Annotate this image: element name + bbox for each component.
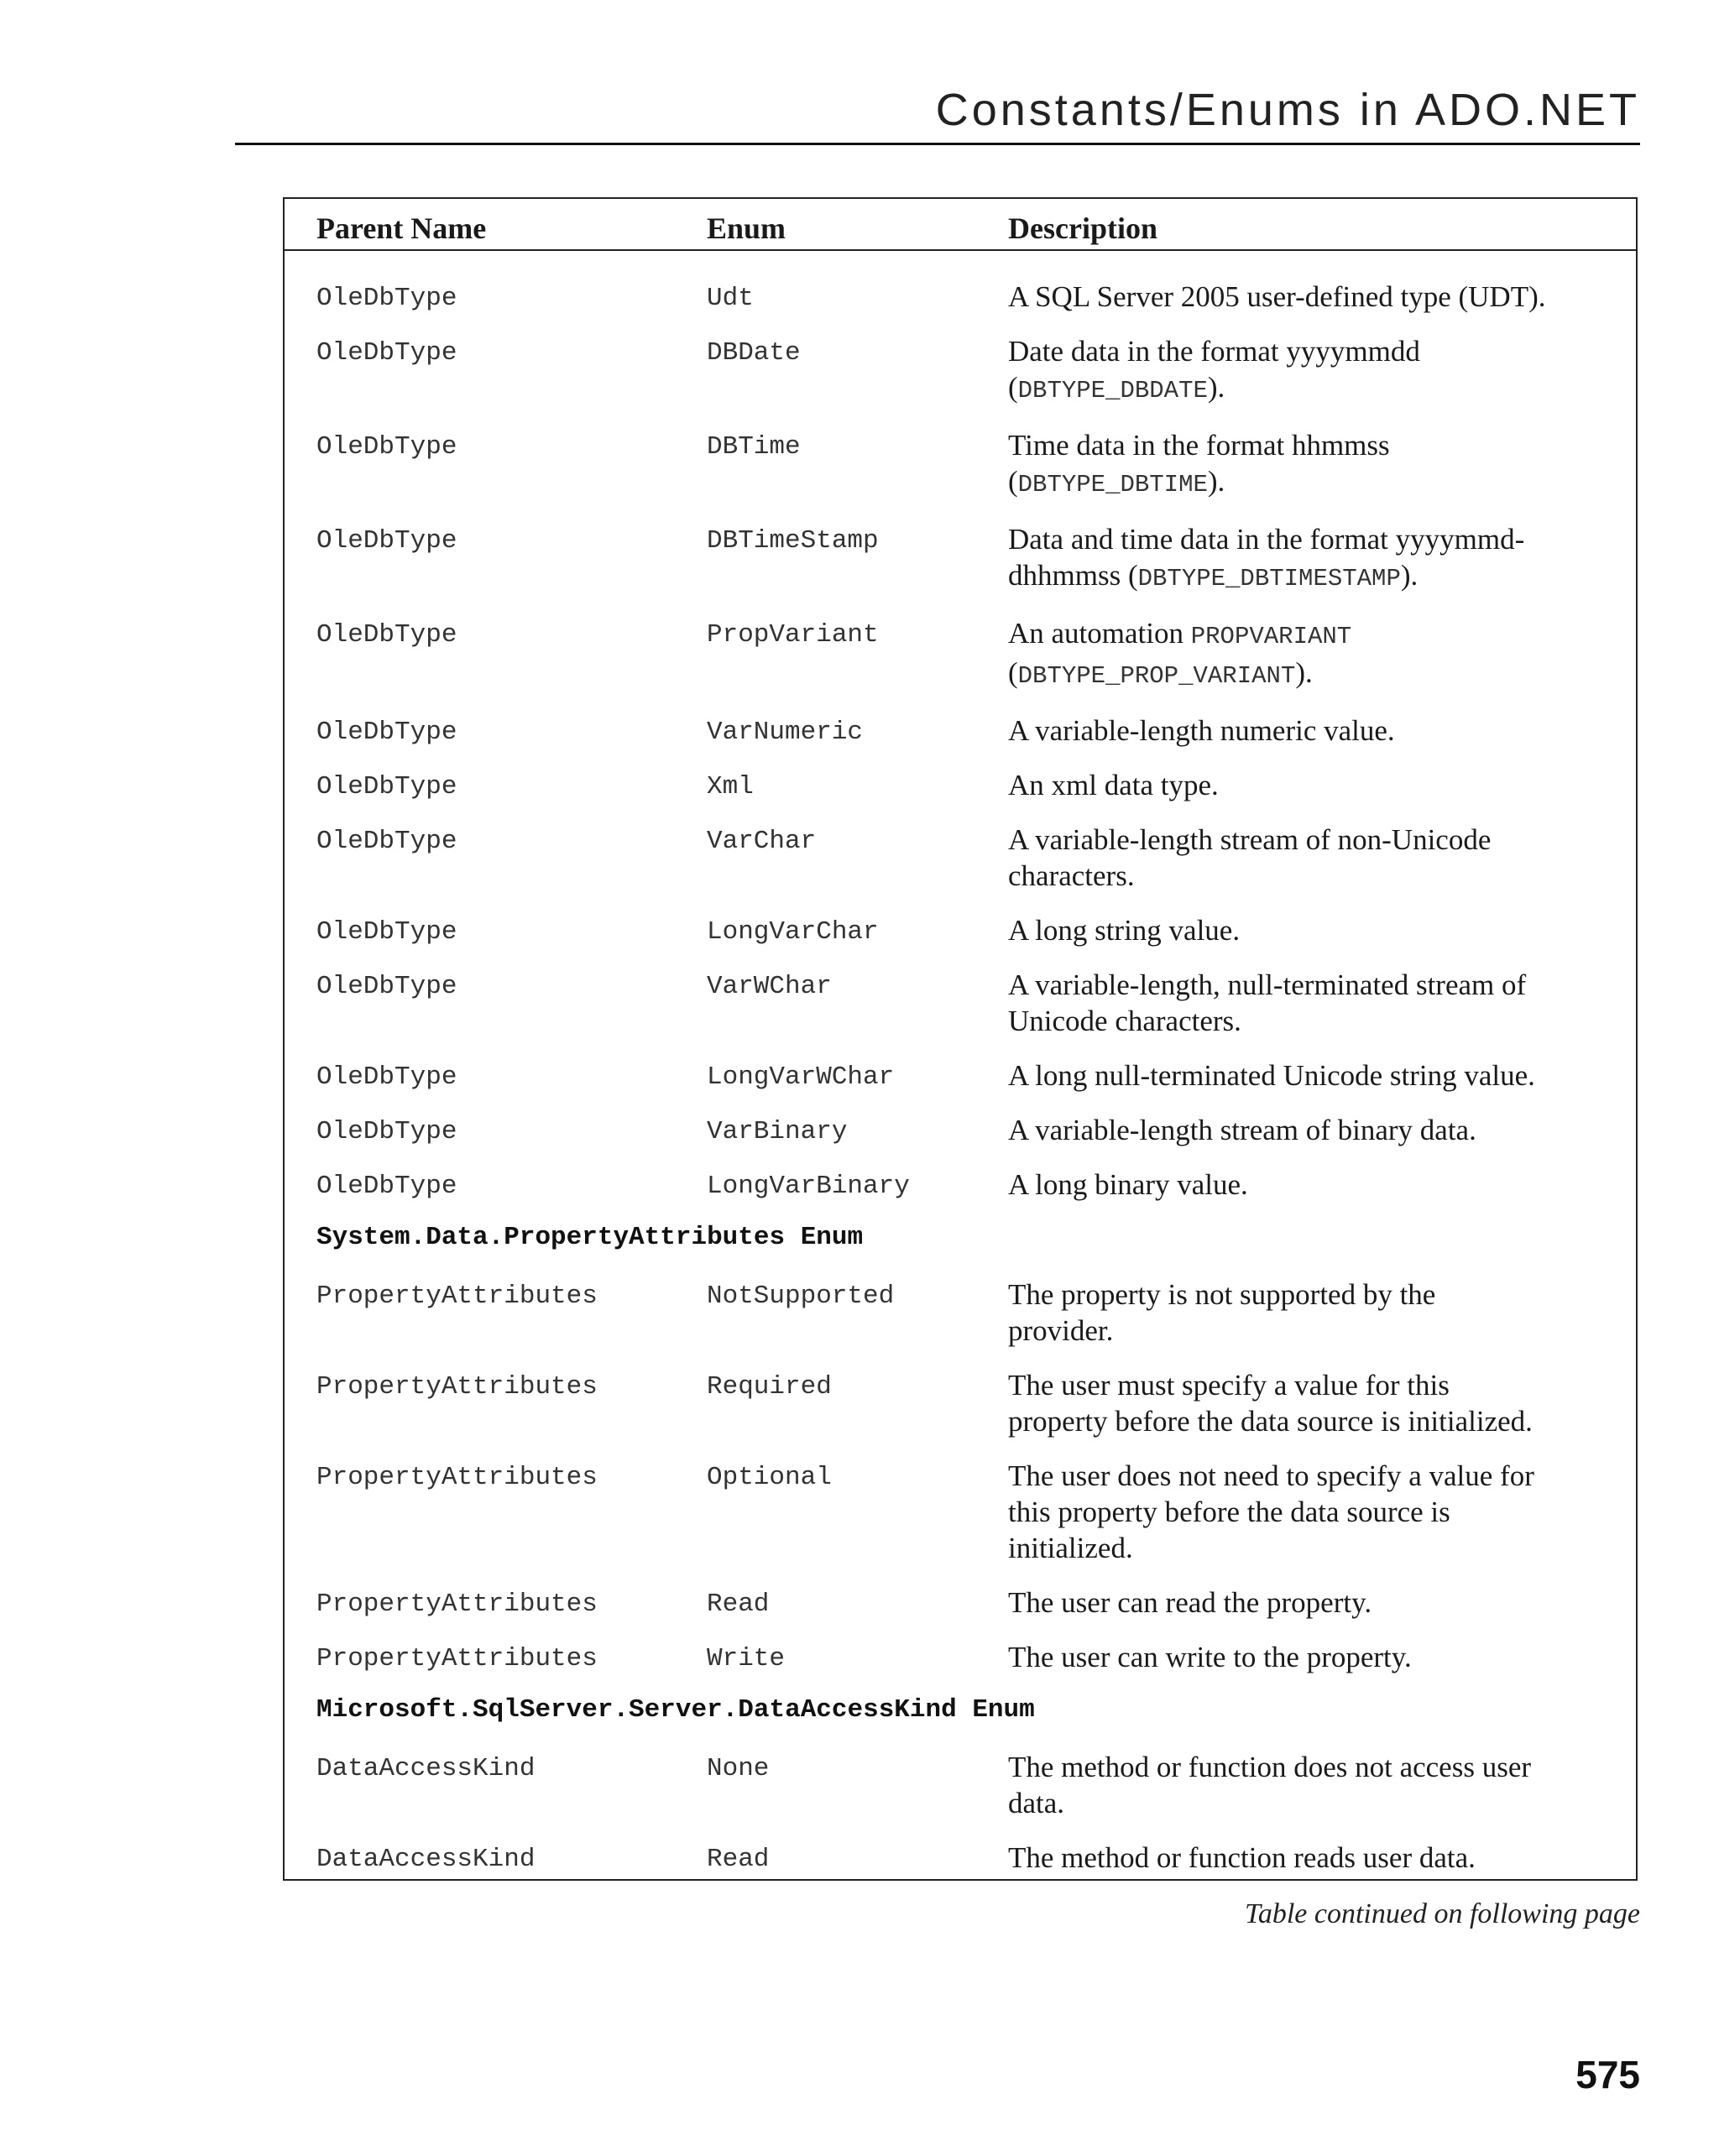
description-text: A variable-length stream of binary data. bbox=[1008, 1114, 1476, 1146]
parent-name-cell: OleDbType bbox=[316, 772, 457, 801]
description-cell bbox=[1008, 1057, 1612, 1094]
description-text: ). bbox=[1207, 371, 1225, 404]
description-text: property before the data source is initialized. bbox=[1008, 1405, 1533, 1438]
enum-cell: Optional bbox=[707, 1463, 832, 1492]
description-text: ( bbox=[1008, 465, 1018, 498]
enum-cell: NotSupported bbox=[707, 1282, 895, 1311]
description-code: DBTYPE_DBTIME bbox=[1017, 471, 1208, 499]
enum-cell: DBDate bbox=[707, 338, 801, 368]
enum-table bbox=[283, 197, 1638, 1881]
table-row bbox=[285, 1639, 1636, 1694]
description-cell bbox=[1008, 1112, 1612, 1148]
description-text: characters. bbox=[1008, 859, 1135, 892]
description-text: The method or function does not access user bbox=[1008, 1751, 1532, 1783]
description-cell bbox=[1008, 912, 1612, 948]
parent-name-cell: OleDbType bbox=[316, 972, 457, 1001]
table-row bbox=[285, 822, 1636, 912]
enum-cell: VarChar bbox=[707, 827, 817, 856]
parent-name-cell: PropertyAttributes bbox=[316, 1282, 598, 1311]
enum-cell: Required bbox=[707, 1372, 832, 1402]
description-text: provider. bbox=[1008, 1314, 1114, 1347]
column-header-enum: Enum bbox=[707, 211, 786, 245]
description-code: PROPVARIANT bbox=[1190, 623, 1352, 650]
enum-cell: LongVarChar bbox=[707, 917, 879, 947]
description-text: ). bbox=[1207, 465, 1225, 498]
description-cell bbox=[1008, 822, 1612, 894]
enum-cell: VarBinary bbox=[707, 1117, 848, 1146]
parent-name-cell: OleDbType bbox=[316, 338, 457, 368]
description-cell bbox=[1008, 1584, 1612, 1621]
description-text: A variable-length numeric value. bbox=[1008, 714, 1395, 747]
description-text: An xml data type. bbox=[1008, 769, 1219, 801]
table-row bbox=[285, 967, 1636, 1057]
table-row bbox=[285, 279, 1636, 333]
description-text: A long string value. bbox=[1008, 914, 1241, 947]
parent-name-cell: DataAccessKind bbox=[316, 1845, 536, 1874]
table-row bbox=[285, 1584, 1636, 1639]
description-text: ). bbox=[1400, 559, 1419, 592]
description-text: The property is not supported by the bbox=[1008, 1278, 1436, 1311]
enum-cell: PropVariant bbox=[707, 620, 879, 650]
description-cell bbox=[1008, 967, 1612, 1039]
description-text: A long null-terminated Unicode string value. bbox=[1008, 1059, 1535, 1092]
enum-cell: DBTimeStamp bbox=[707, 526, 879, 556]
parent-name-cell: OleDbType bbox=[316, 1117, 457, 1146]
description-text: The user does not need to specify a value for bbox=[1008, 1459, 1534, 1492]
description-cell bbox=[1008, 333, 1612, 409]
description-text: ). bbox=[1295, 656, 1313, 689]
parent-name-cell: OleDbType bbox=[316, 284, 457, 313]
description-cell bbox=[1008, 713, 1612, 749]
description-text: The user can write to the property. bbox=[1008, 1641, 1412, 1673]
description-text: initialized. bbox=[1008, 1532, 1133, 1564]
description-text: A variable-length, null-terminated stream of bbox=[1008, 968, 1527, 1001]
enum-cell: VarNumeric bbox=[707, 718, 864, 747]
description-text: Data and time data in the format yyyymmd- bbox=[1008, 523, 1525, 556]
section-title: System.Data.PropertyAttributes Enum bbox=[316, 1223, 864, 1252]
description-code: DBTYPE_DBTIMESTAMP bbox=[1137, 565, 1401, 593]
description-text: The user must specify a value for this bbox=[1008, 1369, 1450, 1402]
description-cell bbox=[1008, 1639, 1612, 1675]
enum-cell: DBTime bbox=[707, 432, 801, 462]
section-row bbox=[285, 1221, 1636, 1276]
column-header-parent-name: Parent Name bbox=[316, 211, 487, 245]
description-text: ( bbox=[1008, 371, 1018, 404]
table-row bbox=[285, 1749, 1636, 1840]
description-text: The user can read the property. bbox=[1008, 1586, 1372, 1619]
table-row bbox=[285, 1276, 1636, 1367]
table-row bbox=[285, 333, 1636, 427]
description-text: An automation bbox=[1008, 617, 1191, 650]
enum-cell: Udt bbox=[707, 284, 754, 313]
description-cell bbox=[1008, 427, 1612, 503]
section-title: Microsoft.SqlServer.Server.DataAccessKind Enum bbox=[316, 1695, 1035, 1725]
parent-name-cell: DataAccessKind bbox=[316, 1754, 536, 1783]
description-cell bbox=[1008, 615, 1612, 694]
description-text: A long binary value. bbox=[1008, 1168, 1248, 1201]
description-code: DBTYPE_PROP_VARIANT bbox=[1017, 662, 1296, 690]
enum-cell: None bbox=[707, 1754, 770, 1783]
header-rule bbox=[235, 143, 1640, 145]
parent-name-cell: OleDbType bbox=[316, 432, 457, 462]
description-text: data. bbox=[1008, 1787, 1065, 1819]
table-row bbox=[285, 1112, 1636, 1167]
table-row bbox=[285, 1367, 1636, 1458]
enum-cell: Xml bbox=[707, 772, 754, 801]
description-text: Date data in the format yyyymmdd bbox=[1008, 335, 1420, 368]
description-cell bbox=[1008, 1458, 1612, 1566]
section-row bbox=[285, 1694, 1636, 1749]
enum-cell: VarWChar bbox=[707, 972, 832, 1001]
description-cell bbox=[1008, 1167, 1612, 1203]
description-cell bbox=[1008, 1367, 1612, 1439]
parent-name-cell: OleDbType bbox=[316, 526, 457, 556]
enum-cell: Write bbox=[707, 1644, 786, 1673]
description-cell bbox=[1008, 279, 1612, 315]
parent-name-cell: PropertyAttributes bbox=[316, 1463, 598, 1492]
table-row bbox=[285, 713, 1636, 767]
description-cell bbox=[1008, 1276, 1612, 1349]
table-row bbox=[285, 1458, 1636, 1584]
table-body bbox=[285, 279, 1636, 1894]
column-header-description: Description bbox=[1008, 211, 1157, 245]
parent-name-cell: OleDbType bbox=[316, 1172, 457, 1201]
parent-name-cell: PropertyAttributes bbox=[316, 1644, 598, 1673]
table-row bbox=[285, 615, 1636, 713]
parent-name-cell: OleDbType bbox=[316, 620, 457, 650]
description-text: dhhmmss ( bbox=[1008, 559, 1138, 592]
table-row bbox=[285, 912, 1636, 967]
enum-cell: LongVarBinary bbox=[707, 1172, 910, 1201]
description-text: this property before the data source is bbox=[1008, 1496, 1450, 1528]
parent-name-cell: OleDbType bbox=[316, 917, 457, 947]
description-text: A SQL Server 2005 user-defined type (UDT). bbox=[1008, 280, 1546, 313]
table-row bbox=[285, 767, 1636, 822]
description-cell bbox=[1008, 1840, 1612, 1876]
parent-name-cell: OleDbType bbox=[316, 718, 457, 747]
description-text: Time data in the format hhmmss bbox=[1008, 429, 1390, 462]
running-header: Constants/Enums in ADO.NET bbox=[935, 85, 1640, 135]
description-text: A variable-length stream of non-Unicode bbox=[1008, 823, 1492, 856]
enum-cell: LongVarWChar bbox=[707, 1062, 895, 1092]
enum-cell: Read bbox=[707, 1845, 770, 1874]
description-text: The method or function reads user data. bbox=[1008, 1841, 1476, 1874]
parent-name-cell: PropertyAttributes bbox=[316, 1590, 598, 1619]
parent-name-cell: OleDbType bbox=[316, 827, 457, 856]
table-continued-note: Table continued on following page bbox=[1245, 1898, 1640, 1929]
table-row bbox=[285, 521, 1636, 615]
description-text: Unicode characters. bbox=[1008, 1005, 1241, 1037]
description-text: ( bbox=[1008, 656, 1018, 689]
table-header bbox=[285, 199, 1636, 251]
description-cell bbox=[1008, 521, 1612, 597]
description-cell bbox=[1008, 1749, 1612, 1821]
table-row bbox=[285, 1057, 1636, 1112]
table-row bbox=[285, 1167, 1636, 1221]
enum-cell: Read bbox=[707, 1590, 770, 1619]
table-row bbox=[285, 427, 1636, 521]
description-code: DBTYPE_DBDATE bbox=[1017, 377, 1208, 405]
description-cell bbox=[1008, 767, 1612, 803]
page-number: 575 bbox=[1575, 2053, 1640, 2096]
parent-name-cell: OleDbType bbox=[316, 1062, 457, 1092]
parent-name-cell: PropertyAttributes bbox=[316, 1372, 598, 1402]
table-row bbox=[285, 1840, 1636, 1894]
